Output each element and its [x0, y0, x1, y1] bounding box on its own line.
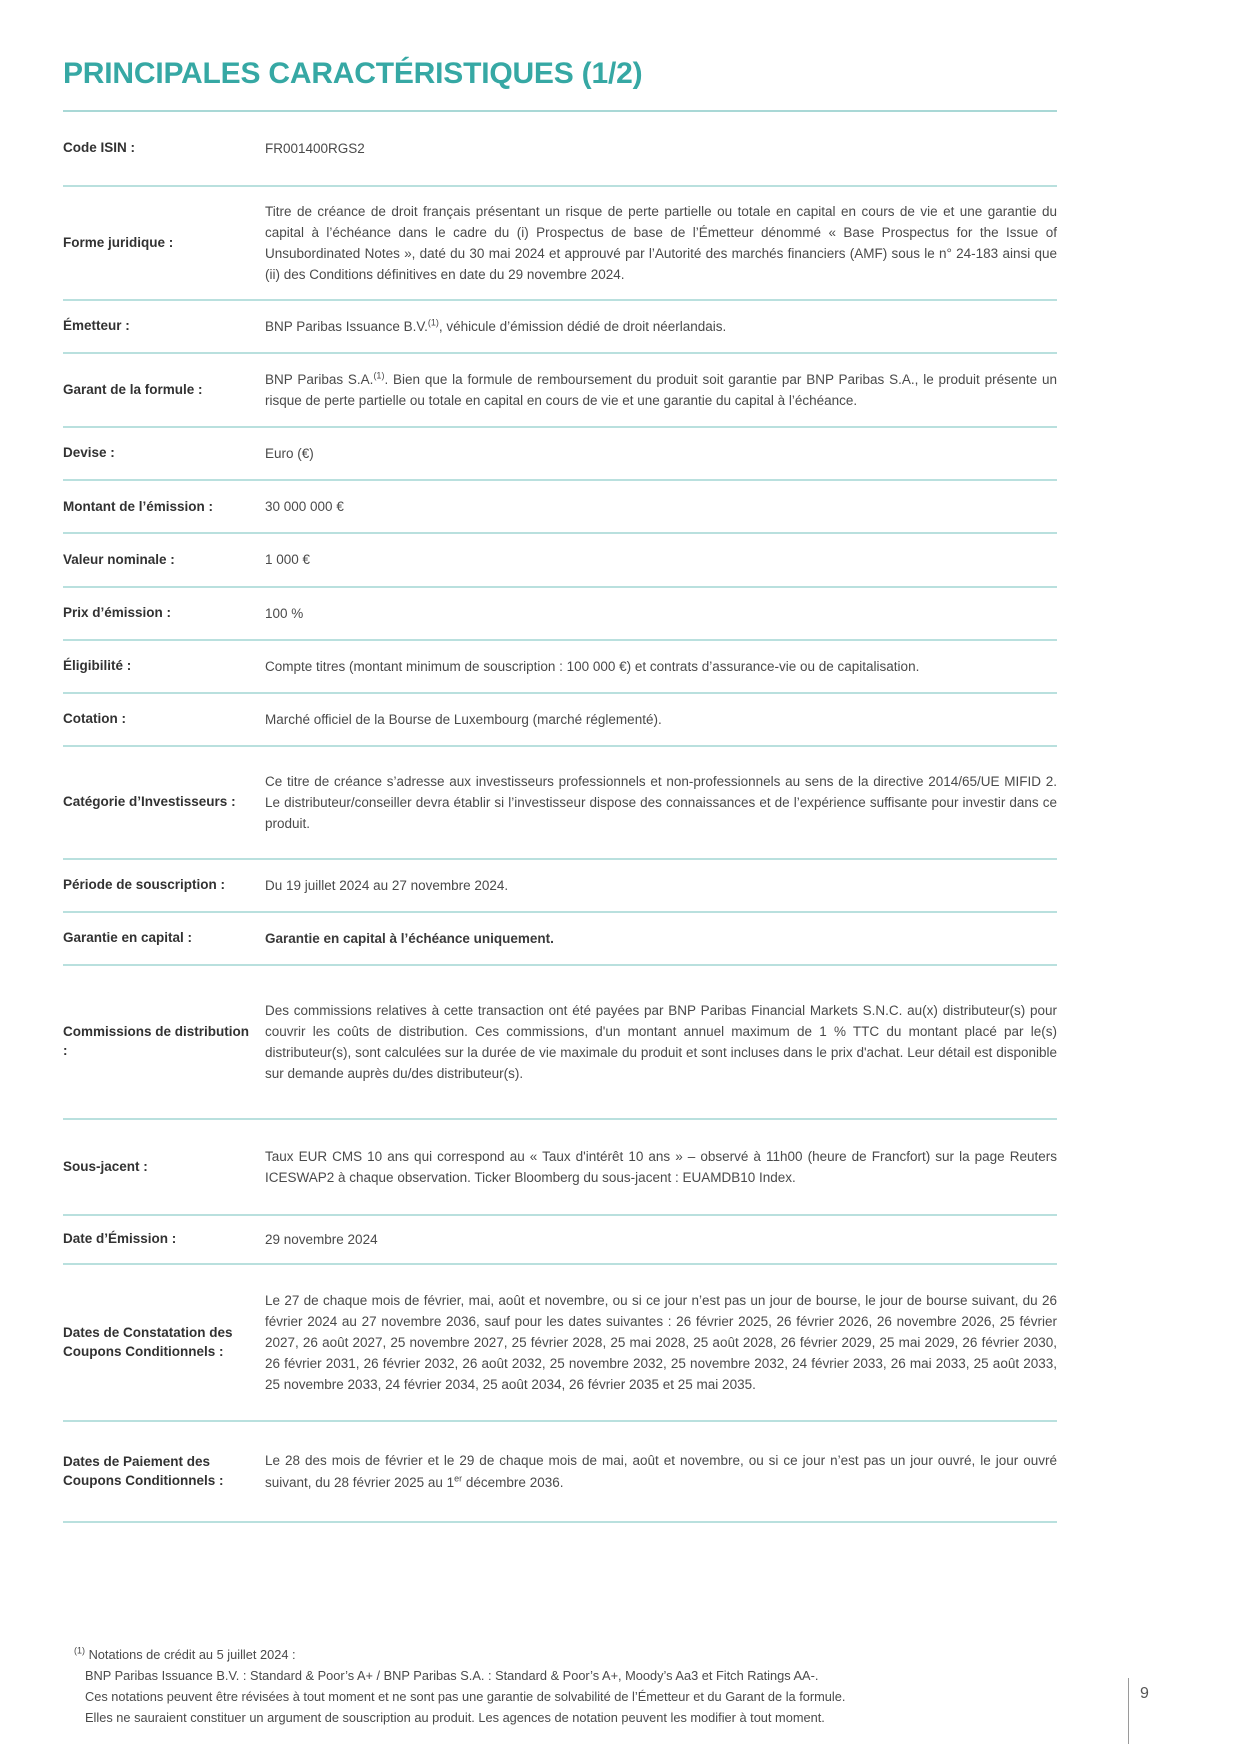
row-label: Valeur nominale : — [63, 551, 175, 567]
row-label: Éligibilité : — [63, 657, 132, 673]
table-row — [63, 1265, 1057, 1422]
footnote — [74, 1645, 1034, 1728]
row-value: 100 % — [265, 605, 304, 621]
table-row — [63, 1422, 1057, 1522]
row-value: Des commissions relatives à cette transaction ont été payées par BNP Paribas Financial Markets S.N.C. au(x) distributeur(s) pour couvrir les coûts de distribution. Ces commissions, d'un montant annuel maximum de 1 % TTC du montant placé par le(s) distributeur(s), sont calculées sur la durée de vie maximale du produit et sont incluses dans le prix d'achat. Leur détail est disponible sur demande auprès du/des distributeur(s). — [265, 1002, 1057, 1082]
row-value: 1 000 € — [265, 552, 311, 568]
table-row — [63, 1120, 1057, 1216]
footnote-line: Ces notations peuvent être révisées à tout moment et ne sont pas une garantie de solvabilité de l’Émetteur et du Garant de la formule. — [85, 1688, 846, 1704]
row-label: Sous-jacent : — [63, 1158, 148, 1174]
row-label: Commissions de distribution : — [63, 1024, 250, 1058]
row-value: 29 novembre 2024 — [265, 1232, 378, 1248]
table-row — [63, 913, 1057, 966]
table-row — [63, 187, 1057, 301]
row-label: Garant de la formule : — [63, 381, 203, 397]
row-value: Taux EUR CMS 10 ans qui correspond au « Taux d'intérêt 10 ans » – observé à 11h00 (heure de Francfort) sur la page Reuters ICESWAP2 à chaque observation. Ticker Bloomberg du sous-jacent : EUAMDB10 Index. — [265, 1149, 1057, 1186]
table-row — [63, 860, 1057, 913]
table-row — [63, 747, 1057, 860]
footnote-intro-line — [74, 1645, 1034, 1666]
row-value: 30 000 000 € — [265, 499, 344, 515]
table-row — [63, 694, 1057, 747]
row-label: Cotation : — [63, 710, 126, 726]
row-value: BNP Paribas S.A.$^{(1)}$. Bien que la formule de remboursement du produit soit garantie par BNP Paribas S.A., le produit présente un risque de perte partielle ou totale en capital en cours de vie et une garantie du capital à l’échéance. — [265, 370, 1057, 409]
row-value: Garantie en capital à l’échéance uniquement. — [265, 930, 554, 946]
row-label: Forme juridique : — [63, 234, 174, 250]
row-value: Marché officiel de la Bourse de Luxembourg (marché réglementé). — [265, 711, 662, 727]
page-number-divider — [1128, 1678, 1129, 1744]
row-label: Période de souscription : — [63, 876, 226, 892]
row-value: Euro (€) — [265, 446, 314, 462]
footnote-marker: (1) — [74, 1645, 85, 1656]
row-value: Du 19 juillet 2024 au 27 novembre 2024. — [265, 877, 509, 893]
row-label: Garantie en capital : — [63, 929, 193, 945]
row-label: Dates de Constatation des Coupons Conditionnels : — [63, 1324, 233, 1359]
table-row — [63, 354, 1057, 428]
table-row — [63, 301, 1057, 354]
row-value: Compte titres (montant minimum de souscription : 100 000 €) et contrats d’assurance-vie ou de capitalisation. — [265, 658, 920, 674]
table-row — [63, 966, 1057, 1120]
table-row — [63, 428, 1057, 481]
footnote-intro: Notations de crédit au 5 juillet 2024 : — [88, 1647, 296, 1662]
page-number: 9 — [1140, 1685, 1149, 1702]
row-label: Date d’Émission : — [63, 1231, 177, 1247]
table-row — [63, 534, 1057, 587]
characteristics-table — [63, 112, 1057, 1523]
row-value: FR001400RGS2 — [265, 141, 365, 156]
row-value: BNP Paribas Issuance B.V.$^{(1)}$, véhicule d’émission dédié de droit néerlandais. — [265, 317, 727, 335]
page-title: PRINCIPALES CARACTÉRISTIQUES (1/2) — [63, 57, 643, 90]
row-label: Catégorie d’Investisseurs : — [63, 793, 236, 809]
table-row — [63, 641, 1057, 694]
row-label: Émetteur : — [63, 318, 130, 334]
page-number-container — [1128, 1678, 1149, 1744]
row-value: Titre de créance de droit français présentant un risque de perte partielle ou totale en capital en cours de vie et une garantie du capital à l’échéance dans le cadre du (i) Prospectus de base de l’Émetteur dénommé « Base Prospectus for the Issue of Unsubordinated Notes », daté du 30 mai 2024 et approuvé par l’Autorité des marchés financiers (AMF) sous le n° 24-183 ainsi que (ii) des Conditions définitives en date du 29 novembre 2024. — [265, 204, 1057, 283]
row-label: Montant de l’émission : — [63, 498, 214, 514]
row-value: Ce titre de créance s’adresse aux investisseurs professionnels et non-professionnels au sens de la directive 2014/65/UE MIFID 2. Le distributeur/conseiller devra établir si l’investisseur dispose des connaissances et de l’expérience suffisante pour investir dans ce produit. — [265, 773, 1057, 831]
table-row — [63, 1216, 1057, 1265]
footnote-line: Elles ne sauraient constituer un argument de souscription au produit. Les agences de notation peuvent les modifier à tout moment. — [85, 1709, 825, 1725]
row-label: Prix d’émission : — [63, 604, 172, 620]
table-row — [63, 112, 1057, 187]
row-label: Devise : — [63, 445, 115, 461]
row-value: Le 27 de chaque mois de février, mai, août et novembre, ou si ce jour n’est pas un jour de bourse, le jour de bourse suivant, du 26 février 2024 au 27 novembre 2036, sauf pour les dates suivantes : 26 février 2025, 26 février 2026, 26 novembre 2026, 25 février 2027, 26 août 2027, 25 novembre 2027, 25 février 2028, 25 mai 2028, 25 août 2028, 26 février 2029, 25 mai 2029, 26 février 2030, 26 février 2031, 26 février 2032, 26 août 2032, 25 novembre 2032, 25 novembre 2032, 24 février 2033, 26 mai 2033, 25 août 2033, 25 novembre 2033, 24 février 2034, 25 août 2034, 26 février 2035 et 25 mai 2035. — [265, 1293, 1057, 1393]
footnote-line: BNP Paribas Issuance B.V. : Standard & Poor’s A+ / BNP Paribas S.A. : Standard & Poor’s A+, Moody’s Aa3 et Fitch Ratings AA-. — [85, 1667, 819, 1683]
table-row — [63, 481, 1057, 534]
row-label: Code ISIN : — [63, 140, 136, 156]
table-row — [63, 588, 1057, 641]
row-value: Le 28 des mois de février et le 29 de chaque mois de mai, août et novembre, ou si ce jour n’est pas un jour ouvré, le jour ouvré suivant, du 28 février 2025 au 1er décembre 2036. — [265, 1453, 1057, 1490]
row-label: Dates de Paiement des Coupons Conditionnels : — [63, 1453, 224, 1488]
